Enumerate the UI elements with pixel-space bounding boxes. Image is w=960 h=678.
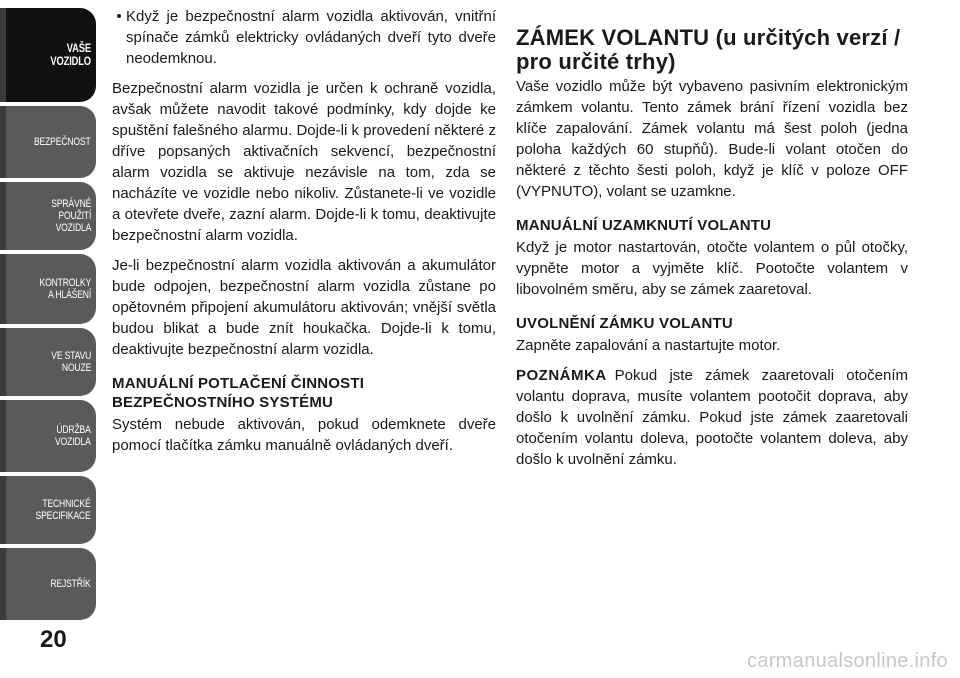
- tab-technicke-specifikace[interactable]: [0, 476, 96, 544]
- paragraph-manual-override: Systém nebude aktivován, pokud odemknete dveře pomocí tlačítka zámku manuálně ovládaných dveří.: [112, 416, 496, 454]
- bullet-text: Když je bezpečnostní alarm vozidla aktivován, vnitřní spínače zámků elektricky ovládaných dveří tyto dveře neodemknou.: [126, 8, 496, 67]
- note-label: POZNÁMKA: [516, 367, 607, 384]
- tab-label: KONTROLKY A HLÁŠENÍ: [39, 277, 91, 301]
- page-number: 20: [40, 626, 67, 653]
- paragraph-battery: Je-li bezpečnostní alarm vozidla aktivován a akumulátor bude odpojen, bezpečnostní alarm vozidla zůstane po opětovném připojení akumulátoru aktivován; vnější světla budou blikat a bude znít houkačka. Dojde-li k tomu, deaktivujte bezpečnostní alarm vozidla.: [112, 257, 496, 358]
- note: [516, 365, 908, 470]
- bullet-item: [112, 6, 496, 69]
- note-text: Pokud jste zámek zaaretovali otočením volantu doprava, musíte volantem pootočit doprava, aby došlo k uvolnění zámku. Pokud jste zámek zaaretovali otočením volantu doleva, pootočte volantem doleva, aby došlo k uvolnění zámku.: [516, 367, 908, 468]
- paragraph-steering-lock-intro: Vaše vozidlo může být vybaveno pasivním elektronickým zámkem volantu. Tento zámek brání řízení vozidla bez klíče zapalování. Zámek volantu má šest poloh (jedna poloha každých 60 stupňů). Bude-li volant otočen do některé z těchto šesti poloh, když je klíč v poloze OFF (VYPNUTO), volant se uzamkne.: [516, 78, 908, 200]
- left-column: [112, 6, 496, 465]
- section-heading-manual-override: MANUÁLNÍ POTLAČENÍ ČINNOSTI BEZPEČNOSTNÍHO SYSTÉMU: [112, 375, 365, 411]
- chapter-sidebar: [0, 0, 100, 678]
- section-heading-release: UVOLNĚNÍ ZÁMKU VOLANTU: [516, 315, 733, 332]
- tab-label: SPRÁVNÉ POUŽITÍ VOZIDLA: [51, 198, 91, 234]
- bullet-dot-icon: •: [116, 8, 122, 25]
- tab-spravne-pouziti-vozidla[interactable]: [0, 182, 96, 250]
- tab-label: REJSTŘÍK: [50, 578, 91, 590]
- paragraph-release: Zapněte zapalování a nastartujte motor.: [516, 337, 781, 354]
- tab-vase-vozidlo[interactable]: [0, 8, 96, 102]
- paragraph-manual-lock: Když je motor nastartován, otočte volantem o půl otočky, vypněte motor a vyjměte klíč. Pootočte volantem v libovolném směru, aby se zámek zaaretoval.: [516, 239, 908, 298]
- right-column: [516, 6, 908, 479]
- tab-udrzba-vozidla[interactable]: [0, 400, 96, 472]
- tab-label: TECHNICKÉ SPECIFIKACE: [35, 498, 91, 522]
- section-heading-manual-lock: MANUÁLNÍ UZAMKNUTÍ VOLANTU: [516, 217, 772, 234]
- tab-rejstrik[interactable]: [0, 548, 96, 620]
- tab-label: VE STAVU NOUZE: [51, 350, 91, 374]
- tab-bezpecnost[interactable]: [0, 106, 96, 178]
- tab-label: BEZPEČNOST: [34, 136, 91, 148]
- tab-ve-stavu-nouze[interactable]: [0, 328, 96, 396]
- tab-label: ÚDRŽBA VOZIDLA: [55, 424, 91, 448]
- section-title-steering-lock: ZÁMEK VOLANTU (u určitých verzí / pro určité trhy): [516, 25, 901, 74]
- paragraph-false-alarm: Bezpečnostní alarm vozidla je určen k ochraně vozidla, avšak můžete navodit takové podmínky, kdy dojde ke spuštění falešného alarmu. Dojde-li k provedení některé z dříve popsaných aktivačních sekvencí, bezpečnostní alarm vozidla se aktivuje nezávisle na tom, zda se nacházíte ve vozidle nebo nikoliv. Zůstanete-li ve vozidle a otevřete dveře, zazní alarm. Dojde-li k tomu, deaktivujte bezpečnostní alarm vozidla.: [112, 80, 496, 244]
- tab-kontrolky-a-hlaseni[interactable]: [0, 254, 96, 324]
- watermark: carmanualsonline.info: [747, 650, 948, 672]
- tab-label: VAŠE VOZIDLO: [50, 41, 91, 68]
